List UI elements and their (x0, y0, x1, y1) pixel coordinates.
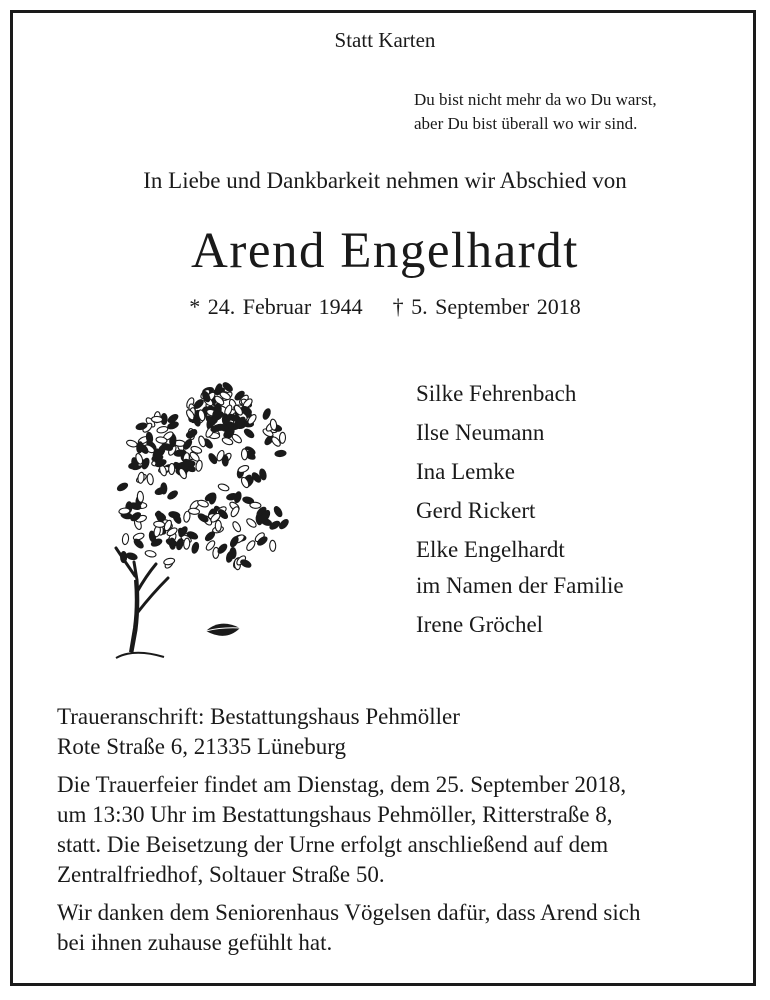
notice-details (57, 702, 640, 966)
header-statt-karten: Statt Karten (334, 28, 436, 52)
birth-date: * 24. Februar 1944 (189, 294, 363, 319)
mourner-family-note: im Namen der Familie (416, 573, 624, 598)
leaf (122, 533, 129, 545)
leaf (156, 426, 168, 434)
leaf (204, 530, 216, 542)
leaf (169, 463, 175, 474)
leaf (231, 520, 242, 533)
leaf (178, 462, 189, 468)
mourner-3: Ina Lemke (416, 459, 515, 484)
ceremony-line-1: Die Trauerfeier findet am Dienstag, dem 25. September 2018, (57, 772, 627, 797)
leaf (275, 450, 287, 457)
falling-leaf-icon (206, 624, 240, 636)
leaf (154, 511, 167, 522)
quote-line-1: Du bist nicht mehr da wo Du warst, (414, 90, 657, 109)
leaf (221, 436, 233, 446)
thanks-line-2: bei ihnen zuhause gefühlt hat. (57, 930, 333, 955)
mourner-5: Elke Engelhardt (416, 537, 565, 562)
leaf (270, 540, 276, 551)
thanks-note (57, 898, 640, 958)
leaf (165, 538, 177, 548)
leaf (237, 464, 249, 474)
intro-text: In Liebe und Dankbarkeit nehmen wir Abschied von (143, 168, 627, 193)
leaf (183, 538, 190, 549)
leaf (197, 512, 209, 523)
leaf (216, 543, 228, 555)
mourning-address (57, 702, 640, 762)
leaf (176, 538, 184, 550)
tree-foliage (116, 381, 290, 570)
leaf (126, 552, 138, 561)
memorial-quote (414, 88, 657, 136)
ceremony-line-3: statt. Die Beisetzung der Urne erfolgt anschließend auf dem (57, 832, 609, 857)
address-line-1: Traueranschrift: Bestattungshaus Pehmöller (57, 704, 460, 729)
leaf (133, 538, 145, 550)
leaf (198, 435, 207, 447)
leaf (166, 489, 178, 500)
leaf (243, 428, 255, 440)
leaf (137, 491, 144, 502)
tree-ground (116, 653, 164, 658)
life-dates (0, 294, 770, 320)
quote-line-2: aber Du bist überall wo wir sind. (414, 114, 638, 133)
leaf (136, 442, 143, 453)
ceremony-line-2: um 13:30 Uhr im Bestattungshaus Pehmöller, Ritterstraße 8, (57, 802, 613, 827)
leaf (161, 483, 167, 494)
deceased-name: Arend Engelhardt (191, 223, 579, 279)
leaf (146, 473, 153, 485)
ceremony-line-4: Zentralfriedhof, Soltauer Straße 50. (57, 862, 385, 887)
leaf (241, 449, 247, 460)
leaf (168, 511, 180, 519)
leaf (262, 408, 272, 420)
leaf (217, 483, 229, 492)
leaf (230, 547, 236, 558)
thanks-line-1: Wir danken dem Seniorenhaus Vögelsen dafür, dass Arend sich (57, 900, 641, 925)
leaf (186, 428, 198, 440)
leaf (163, 557, 175, 565)
leaf (126, 439, 138, 448)
leaf (245, 539, 256, 551)
leaf (229, 535, 240, 548)
leaf (279, 432, 285, 443)
leaf (240, 558, 253, 568)
leaf (153, 521, 164, 528)
mourner-7: Irene Gröchel (416, 612, 544, 637)
mourner-2: Ilse Neumann (416, 420, 545, 445)
leaf (195, 460, 203, 472)
mourners-list (416, 374, 624, 644)
mourner-1: Silke Fehrenbach (416, 381, 577, 406)
mourner-4: Gerd Rickert (416, 498, 536, 523)
leaf (273, 505, 284, 518)
leaf (250, 502, 261, 509)
tree-with-falling-leaf-icon (94, 380, 294, 665)
leaf (191, 542, 200, 554)
leaf (145, 550, 157, 558)
death-date: † 5. September 2018 (392, 294, 581, 319)
leaf (151, 416, 162, 422)
leaf (116, 482, 129, 493)
ceremony-info (57, 770, 640, 890)
leaf (137, 472, 144, 484)
address-line-2: Rote Straße 6, 21335 Lüneburg (57, 734, 346, 759)
leaf (215, 520, 221, 531)
tree-trunk (116, 548, 168, 652)
